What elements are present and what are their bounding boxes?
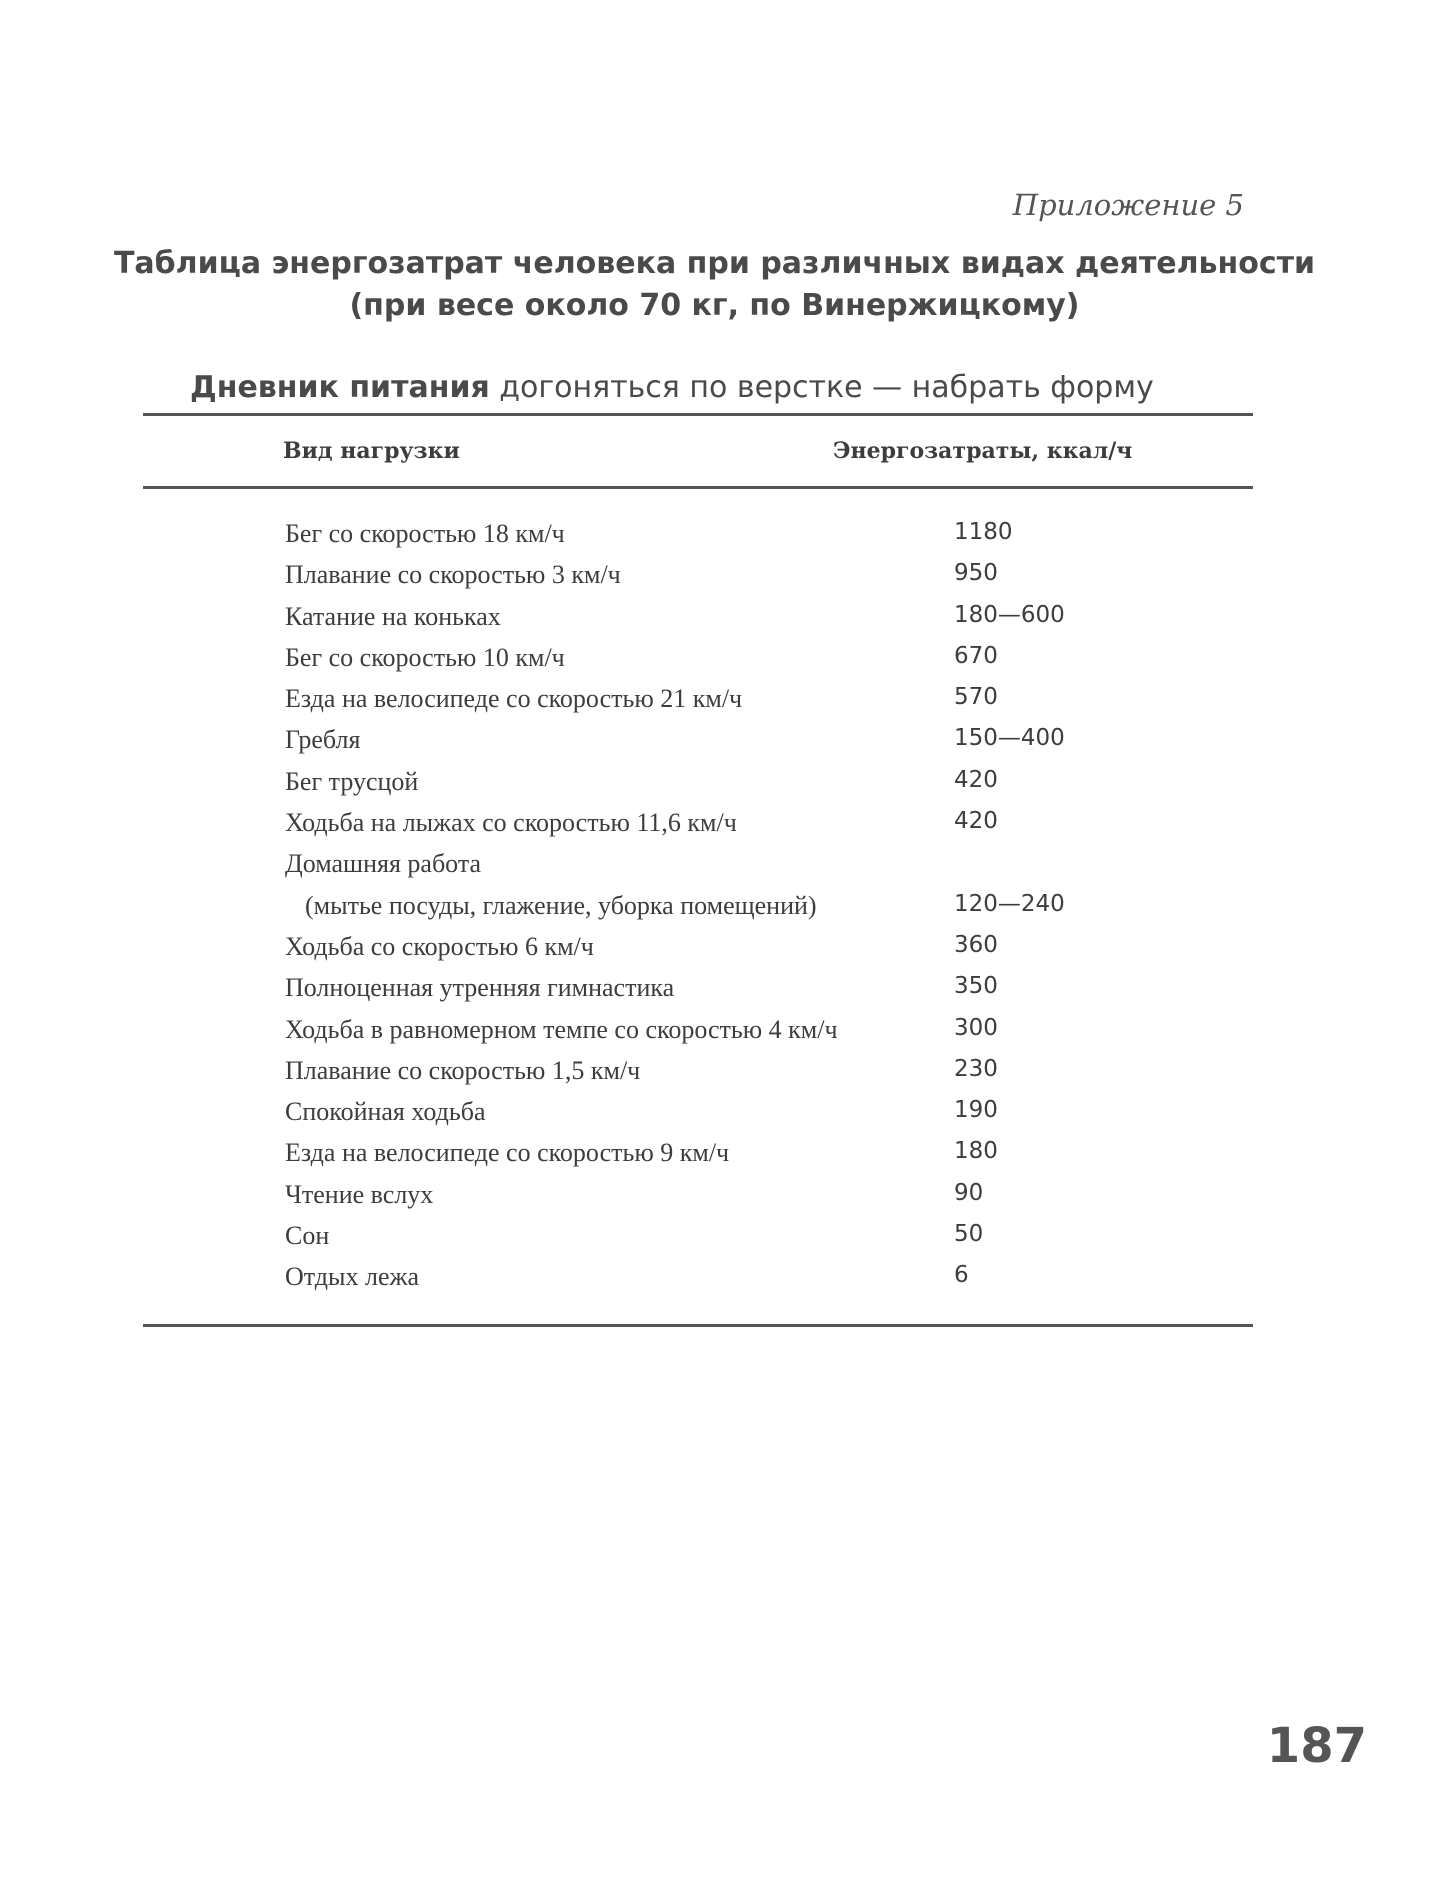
title-line-2: (при весе около 70 кг, по Винержицкому) [349, 288, 1080, 323]
energy-cell: 180 [954, 1138, 998, 1165]
table-row [0, 1093, 1429, 1134]
diary-note-rest: догоняться по верстке — набрать форму [489, 370, 1154, 405]
table-top-rule [143, 413, 1253, 416]
activity-cell: Полноценная утренняя гимнастика [285, 973, 675, 1003]
table-bottom-rule [143, 1324, 1253, 1327]
table-row [0, 680, 1429, 721]
activity-cell: Ходьба на лыжах со скоростью 11,6 км/ч [285, 808, 737, 838]
energy-cell: 360 [954, 931, 998, 958]
energy-cell: 150—400 [954, 725, 1065, 752]
table-row [0, 928, 1429, 969]
activity-cell: Катание на коньках [285, 601, 501, 631]
energy-cell: 50 [954, 1221, 984, 1248]
activity-cell: Бег со скоростью 18 км/ч [285, 519, 565, 548]
table-row [0, 639, 1429, 680]
table-row [0, 1258, 1429, 1299]
table-row [0, 763, 1429, 804]
table-row [0, 1011, 1429, 1052]
energy-cell: 190 [954, 1097, 998, 1124]
energy-cell: 230 [954, 1055, 998, 1082]
activity-cell: Спокойная ходьба [285, 1097, 486, 1127]
activity-cell: Бег трусцой [285, 766, 419, 796]
activity-cell: Гребля [285, 725, 361, 755]
title-line-1: Таблица энергозатрат человека при различных видах деятельности [113, 246, 1316, 281]
table-row [0, 887, 1429, 928]
activity-cell: Домашняя работа [285, 849, 482, 879]
energy-cell: 6 [954, 1262, 969, 1289]
table-row [0, 969, 1429, 1010]
table-row [0, 556, 1429, 597]
table-row [0, 598, 1429, 639]
energy-cell: 120—240 [954, 890, 1065, 917]
energy-cell: 670 [954, 642, 998, 669]
page-title [0, 243, 1429, 327]
activity-cell: Сон [285, 1221, 330, 1251]
table-row [0, 1052, 1429, 1093]
page-number: 187 [1266, 1718, 1367, 1774]
activity-cell: (мытье посуды, глажение, уборка помещений) [305, 890, 817, 920]
table-body [0, 515, 1429, 1300]
energy-cell: 420 [954, 808, 998, 835]
activity-cell: Езда на велосипеде со скоростью 9 км/ч [285, 1138, 730, 1168]
activity-cell: Чтение вслух [285, 1179, 434, 1209]
activity-cell: Ходьба в равномерном темпе со скоростью 4 км/ч [285, 1014, 838, 1044]
table-row [0, 1217, 1429, 1258]
appendix-label: Приложение 5 [1012, 188, 1244, 222]
activity-cell: Отдых лежа [285, 1262, 420, 1292]
activity-cell: Плавание со скоростью 3 км/ч [285, 560, 621, 590]
activity-cell: Езда на велосипеде со скоростью 21 км/ч [285, 684, 743, 714]
energy-cell: 950 [954, 560, 998, 587]
table-header-rule [143, 486, 1253, 489]
energy-cell: 300 [954, 1014, 998, 1041]
energy-cell: 350 [954, 973, 998, 1000]
table-row [0, 845, 1429, 886]
activity-cell: Ходьба со скоростью 6 км/ч [285, 931, 594, 961]
table-row [0, 721, 1429, 762]
header-activity: Вид нагрузки [283, 438, 460, 464]
diary-note-bold: Дневник питания [190, 370, 490, 405]
activity-cell: Бег со скоростью 10 км/ч [285, 642, 565, 672]
energy-cell: 90 [954, 1179, 984, 1206]
header-energy: Энергозатраты, ккал/ч [833, 438, 1133, 464]
energy-cell: 1180 [954, 519, 1013, 545]
table-row [0, 1176, 1429, 1217]
energy-cell: 420 [954, 766, 998, 793]
energy-cell: 570 [954, 684, 998, 711]
energy-cell: 180—600 [954, 601, 1065, 628]
table-row [0, 1134, 1429, 1175]
table-row [0, 515, 1429, 556]
diary-note [190, 370, 1154, 405]
activity-cell: Плавание со скоростью 1,5 км/ч [285, 1055, 641, 1085]
table-row [0, 804, 1429, 845]
